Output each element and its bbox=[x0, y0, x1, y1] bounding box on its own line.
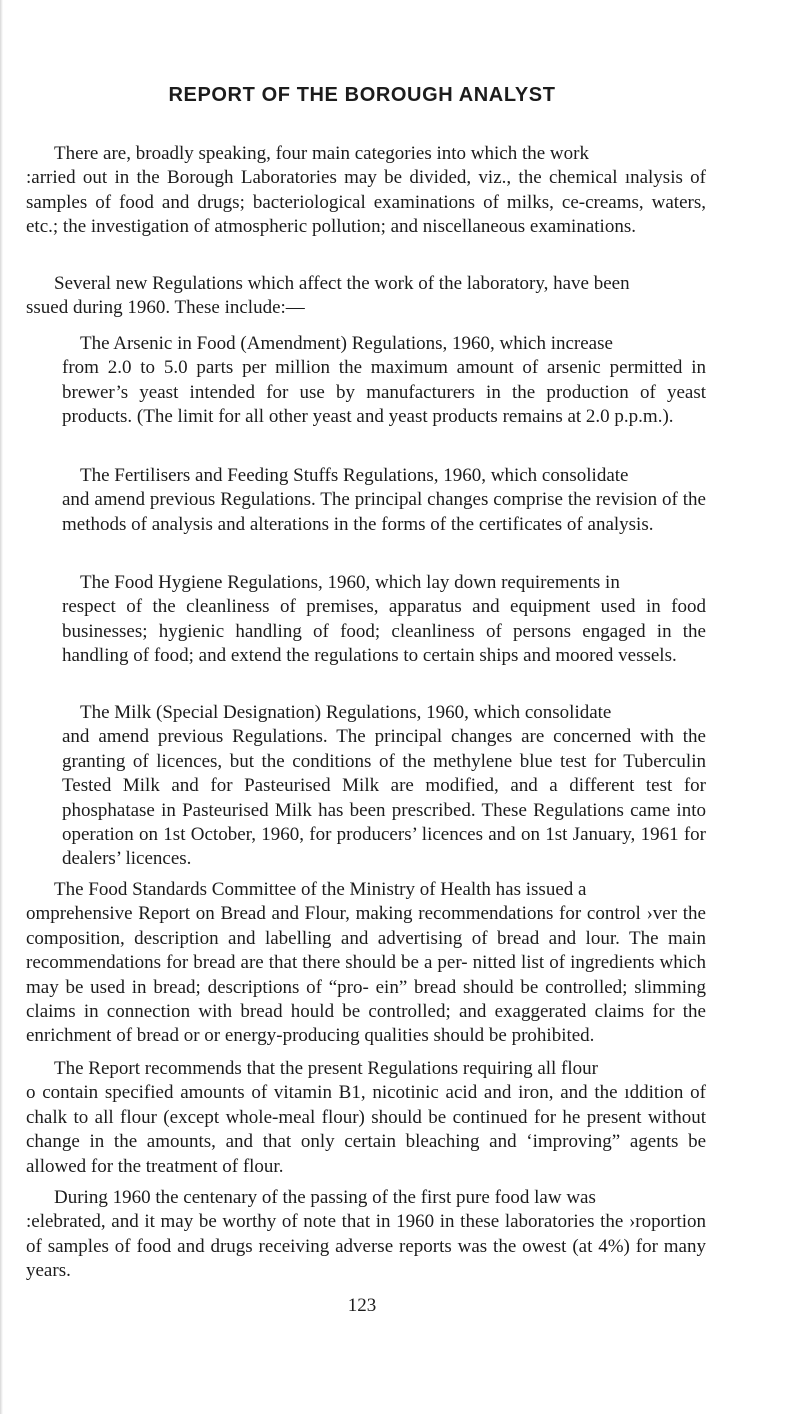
binding-edge bbox=[0, 0, 3, 1414]
paragraph-first-line: The Food Standards Committee of the Ministry of Health has issued a bbox=[54, 879, 587, 900]
paragraph-body: :arried out in the Borough Laboratories may be divided, viz., the chemical ınalysis of samples of food and drugs; bacteriological examinations of milks, ce-creams, waters, etc.; the investigation of atmospheric pollution; and niscellaneous examinations. bbox=[26, 167, 706, 238]
paragraph-body: and amend previous Regulations. The principal changes comprise the revision of the methods of analysis and alterations in the forms of the certificates of analysis. bbox=[62, 489, 706, 535]
paragraph-first-line: The Fertilisers and Feeding Stuffs Regulations, 1960, which consolidate bbox=[80, 465, 629, 486]
paragraph-body: from 2.0 to 5.0 parts per million the maximum amount of arsenic permitted in brewer’s yeast intended for use by manufacturers in the production of yeast products. (The limit for all other yeast and yeast products remains at 2.0 p.p.m.). bbox=[62, 357, 706, 428]
paragraph-body: o contain specified amounts of vitamin B1, nicotinic acid and iron, and the ıddition of chalk to all flour (except whole-meal flour) should be continued for he present without change in the amounts, and that only certain bleaching and ‘improving” agents be allowed for the treatment of flour. bbox=[26, 1082, 706, 1177]
paragraph-centenary bbox=[26, 1186, 706, 1284]
paragraph-fertilisers-regulations bbox=[62, 464, 706, 537]
paragraph-first-line: The Report recommends that the present Regulations requiring all flour bbox=[54, 1058, 598, 1079]
paragraph-first-line: Several new Regulations which affect the work of the laboratory, have been bbox=[54, 273, 630, 294]
paragraph-arsenic-regulations bbox=[62, 332, 706, 430]
paragraph-first-line: The Food Hygiene Regulations, 1960, which lay down requirements in bbox=[80, 572, 620, 593]
paragraph-body: :elebrated, and it may be worthy of note that in 1960 in these laboratories the ›roportion of samples of food and drugs receiving adverse reports was the owest (at 4%) for many years. bbox=[26, 1211, 706, 1282]
paragraph-first-line: The Arsenic in Food (Amendment) Regulations, 1960, which increase bbox=[80, 333, 613, 354]
paragraph-food-standards-committee bbox=[26, 878, 706, 1049]
page-number: 123 bbox=[347, 1295, 377, 1316]
paragraph-body: omprehensive Report on Bread and Flour, making recommendations for control ›ver the composition, description and labelling and advertising of bread and lour. The main recommendations for bread are that there should be a per- nitted list of ingredients which may be used in bread; descriptions of “pro- ein” bread should be controlled; slimming claims in connection with bread hould be controlled; and exaggerated claims for the enrichment of bread or or energy-producing qualities should be prohibited. bbox=[26, 903, 706, 1047]
paragraph-first-line: During 1960 the centenary of the passing of the first pure food law was bbox=[54, 1187, 596, 1208]
paragraph-body: ssued during 1960. These include:— bbox=[26, 297, 305, 319]
paragraph-body: respect of the cleanliness of premises, apparatus and equipment used in food businesses; hygienic handling of food; cleanliness of persons engaged in the handling of food; and extend the regulations to certain ships and moored vessels. bbox=[62, 596, 706, 667]
paragraph-milk-regulations bbox=[62, 701, 706, 872]
paragraph-flour-recommendations bbox=[26, 1057, 706, 1179]
page-title: REPORT OF THE BOROUGH ANALYST bbox=[168, 84, 556, 106]
paragraph-first-line: There are, broadly speaking, four main categories into which the work bbox=[54, 143, 589, 164]
paragraph-food-hygiene-regulations bbox=[62, 571, 706, 669]
paragraph-new-regulations bbox=[26, 272, 706, 321]
paragraph-first-line: The Milk (Special Designation) Regulations, 1960, which consolidate bbox=[80, 702, 612, 723]
paragraph-body: and amend previous Regulations. The principal changes are concerned with the granting of licences, but the conditions of the methylene blue test for Tuberculin Tested Milk and for Pasteurised Milk are modified, and a different test for phosphatase in Pasteurised Milk has been prescribed. These Regulations came into operation on 1st October, 1960, for producers’ licences and on 1st January, 1961 for dealers’ licences. bbox=[62, 726, 706, 870]
paragraph-work-categories bbox=[26, 142, 706, 240]
